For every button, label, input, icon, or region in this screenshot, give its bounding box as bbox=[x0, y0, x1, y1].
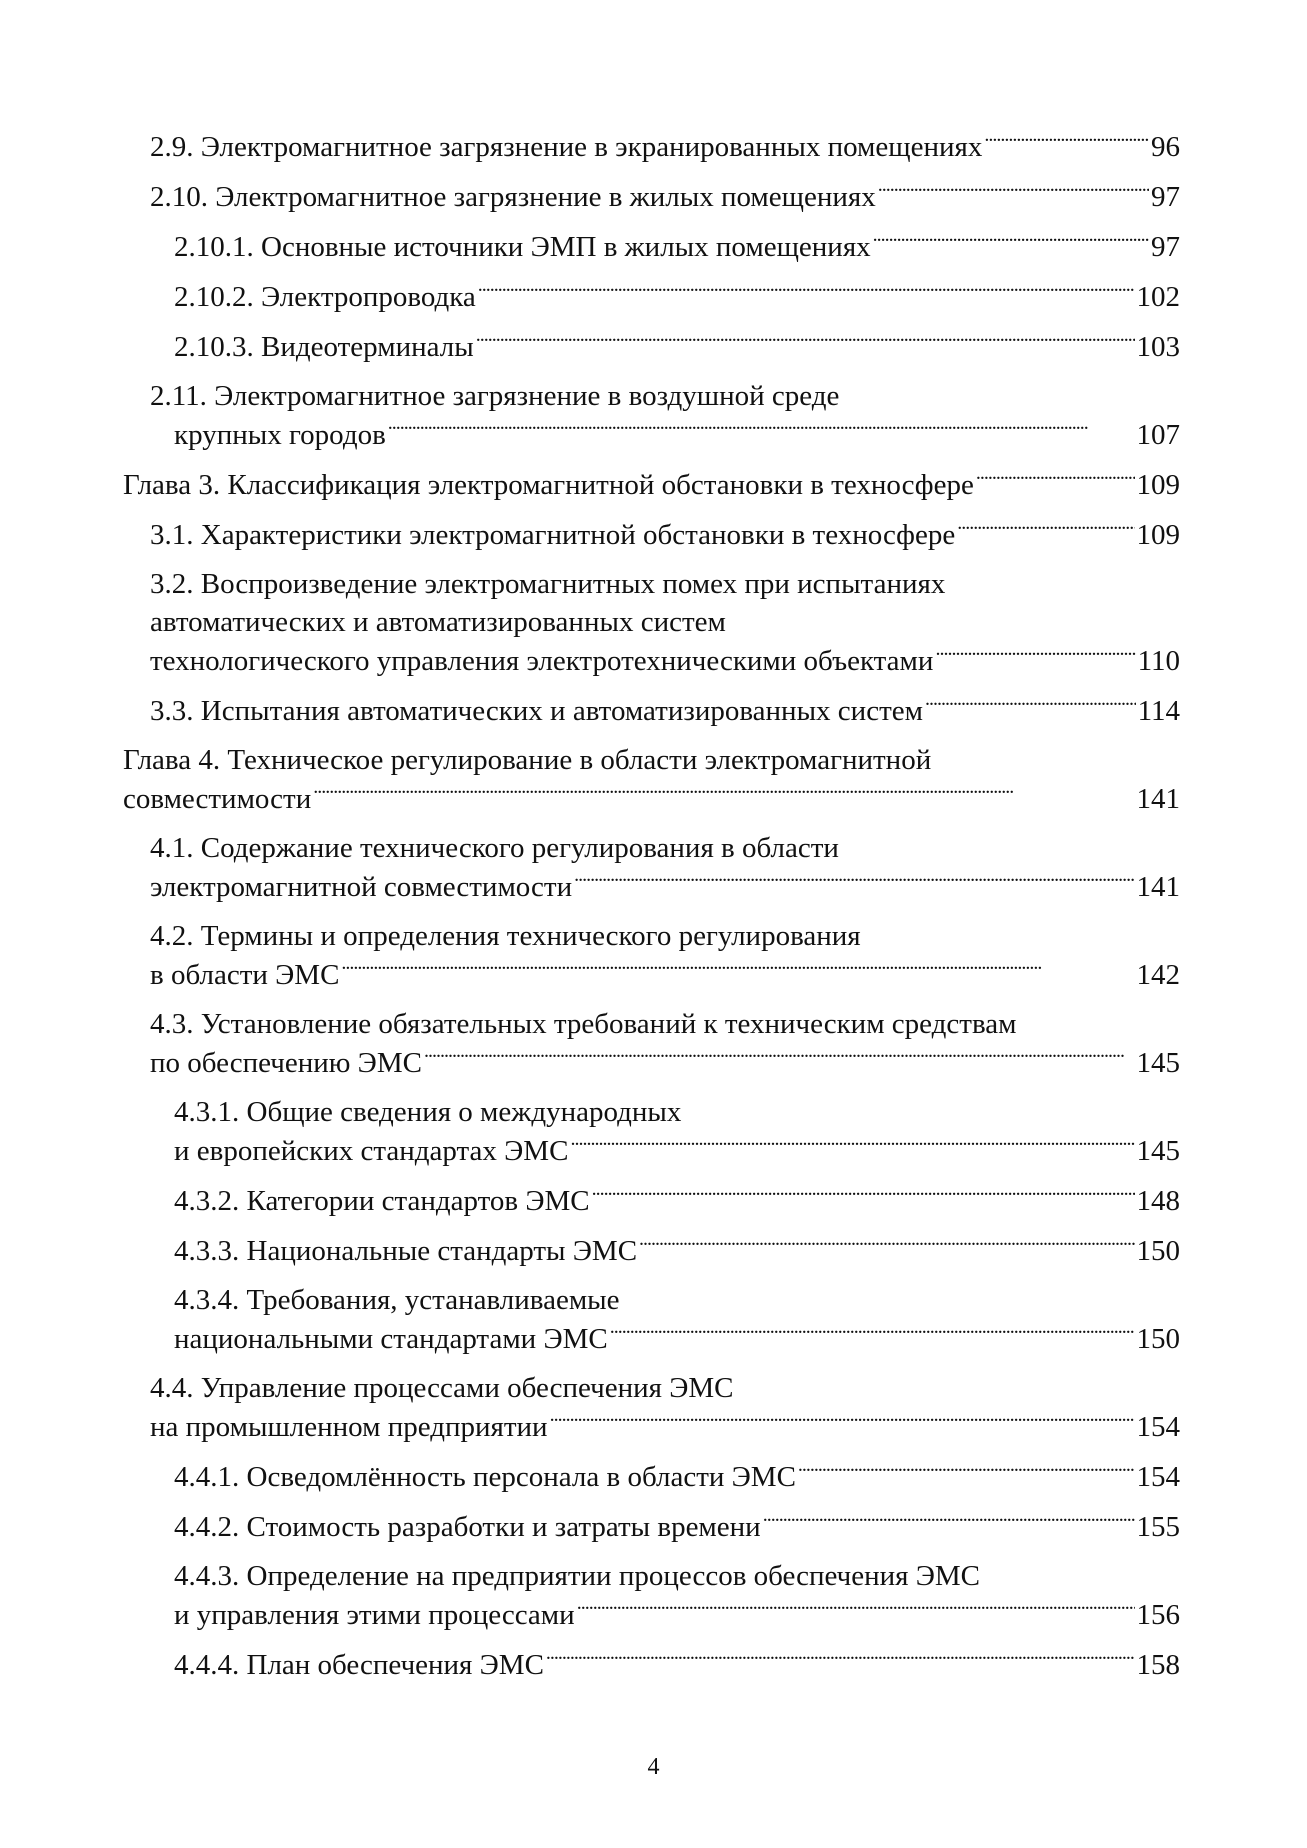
toc-page-number: 97 bbox=[1151, 181, 1180, 213]
dot-leader bbox=[592, 1181, 1135, 1210]
toc-entry-title: 4.3.2. Категории стандартов ЭМС bbox=[174, 1185, 590, 1217]
toc-entry-title-line: 4.3.4. Требования, устанавливаемые bbox=[174, 1284, 620, 1316]
toc-entry-title-line: 2.11. Электромагнитное загрязнение в воздушной среде bbox=[150, 380, 840, 412]
dot-leader bbox=[424, 1043, 1135, 1072]
toc-entry-4-3-4[interactable] bbox=[174, 1281, 1180, 1358]
toc-page-number: 158 bbox=[1136, 1649, 1180, 1681]
dot-leader bbox=[341, 955, 1134, 984]
toc-entry-4-3-1[interactable] bbox=[174, 1093, 1180, 1170]
dot-leader bbox=[388, 415, 1135, 444]
toc-page-number: 150 bbox=[1136, 1323, 1180, 1355]
dot-leader bbox=[798, 1457, 1135, 1486]
dot-leader bbox=[957, 515, 1134, 544]
toc-entry-title: в области ЭМС bbox=[150, 959, 340, 991]
dot-leader bbox=[610, 1319, 1135, 1348]
toc-entry-title-line: 4.3. Установление обязательных требований к техническим средствам bbox=[150, 1008, 1017, 1040]
toc-entry-4-1[interactable] bbox=[150, 829, 1180, 906]
dot-leader bbox=[763, 1507, 1135, 1536]
toc-entry-title: на промышленном предприятии bbox=[150, 1411, 548, 1443]
dot-leader bbox=[878, 177, 1149, 206]
toc-entry-4-4-2[interactable] bbox=[174, 1507, 1180, 1546]
dot-leader bbox=[639, 1231, 1134, 1260]
toc-page-number: 145 bbox=[1136, 1047, 1180, 1079]
dot-leader bbox=[873, 227, 1149, 256]
toc-page-number: 148 bbox=[1136, 1185, 1180, 1217]
toc-entry-title-line: 3.2. Воспроизведение электромагнитных помех при испытаниях bbox=[150, 568, 946, 600]
toc-entry-title: 2.10.3. Видеотерминалы bbox=[174, 331, 474, 363]
toc-entry-title-line: автоматических и автоматизированных систем bbox=[150, 606, 726, 638]
toc-entry-title: 4.3.3. Национальные стандарты ЭМС bbox=[174, 1235, 638, 1267]
toc-page-number: 110 bbox=[1137, 645, 1180, 677]
toc-entry-title: 4.4.4. План обеспечения ЭМС bbox=[174, 1649, 544, 1681]
toc-entry-title: 4.4.2. Стоимость разработки и затраты времени bbox=[174, 1511, 761, 1543]
table-of-contents bbox=[0, 127, 1307, 1695]
toc-entry-2-10[interactable] bbox=[150, 177, 1180, 216]
dot-leader bbox=[935, 641, 1135, 670]
toc-entry-title: 4.4.1. Осведомлённость персонала в области ЭМС bbox=[174, 1461, 796, 1493]
toc-entry-title-line: 4.1. Содержание технического регулирования в области bbox=[150, 832, 839, 864]
page-number: 4 bbox=[647, 1754, 660, 1780]
toc-page-number: 96 bbox=[1151, 131, 1180, 163]
toc-entry-4-3[interactable] bbox=[150, 1005, 1180, 1082]
toc-entry-title: 2.10. Электромагнитное загрязнение в жилых помещениях bbox=[150, 181, 876, 213]
toc-entry-title: и европейских стандартах ЭМС bbox=[174, 1135, 569, 1167]
toc-page-number: 155 bbox=[1136, 1511, 1180, 1543]
dot-leader bbox=[577, 1595, 1135, 1624]
toc-entry-title: и управления этими процессами bbox=[174, 1599, 575, 1631]
dot-leader bbox=[550, 1407, 1135, 1436]
dot-leader bbox=[574, 867, 1134, 896]
toc-entry-4-3-3[interactable] bbox=[174, 1231, 1180, 1270]
dot-leader bbox=[546, 1645, 1135, 1674]
toc-entry-title: 2.10.1. Основные источники ЭМП в жилых помещениях bbox=[174, 231, 871, 263]
toc-entry-title: по обеспечению ЭМС bbox=[150, 1047, 422, 1079]
toc-entry-title-line: 4.4.3. Определение на предприятии процессов обеспечения ЭМС bbox=[174, 1560, 981, 1592]
toc-page-number: 141 bbox=[1136, 783, 1180, 815]
toc-entry-title: совместимости bbox=[123, 783, 312, 815]
toc-entry-3-1[interactable] bbox=[150, 515, 1180, 554]
toc-page-number: 97 bbox=[1151, 231, 1180, 263]
toc-entry-2-9[interactable] bbox=[150, 127, 1180, 166]
toc-page-number: 150 bbox=[1136, 1235, 1180, 1267]
toc-page-number: 145 bbox=[1136, 1135, 1180, 1167]
toc-entry-4-4[interactable] bbox=[150, 1369, 1180, 1446]
toc-entry-title: 2.9. Электромагнитное загрязнение в экранированных помещениях bbox=[150, 131, 983, 163]
toc-page-number: 103 bbox=[1136, 331, 1180, 363]
toc-page-number: 109 bbox=[1136, 469, 1180, 501]
toc-entry-title: крупных городов bbox=[174, 419, 386, 451]
toc-entry-chapter-4[interactable] bbox=[123, 741, 1180, 818]
toc-page-number: 107 bbox=[1136, 419, 1180, 451]
toc-entry-title-line: 4.2. Термины и определения технического регулирования bbox=[150, 920, 861, 952]
toc-entry-2-10-1[interactable] bbox=[174, 227, 1180, 266]
toc-entry-3-2[interactable] bbox=[150, 565, 1180, 680]
toc-page-number: 154 bbox=[1136, 1461, 1180, 1493]
dot-leader bbox=[570, 1131, 1134, 1160]
toc-page-number: 156 bbox=[1136, 1599, 1180, 1631]
toc-entry-title: 3.3. Испытания автоматических и автоматизированных систем bbox=[150, 695, 923, 727]
toc-entry-title: национальными стандартами ЭМС bbox=[174, 1323, 608, 1355]
toc-entry-title: 2.10.2. Электропроводка bbox=[174, 281, 476, 313]
toc-entry-2-10-3[interactable] bbox=[174, 327, 1180, 366]
toc-page-number: 102 bbox=[1136, 281, 1180, 313]
dot-leader bbox=[313, 779, 1134, 808]
dot-leader bbox=[984, 127, 1149, 156]
toc-entry-title: Глава 3. Классификация электромагнитной обстановки в техносфере bbox=[123, 469, 974, 501]
toc-page-number: 141 bbox=[1136, 871, 1180, 903]
toc-page-number: 109 bbox=[1136, 519, 1180, 551]
toc-page-number: 154 bbox=[1136, 1411, 1180, 1443]
toc-entry-4-2[interactable] bbox=[150, 917, 1180, 994]
dot-leader bbox=[976, 465, 1135, 494]
toc-entry-title: 3.1. Характеристики электромагнитной обстановки в техносфере bbox=[150, 519, 956, 551]
toc-entry-4-4-1[interactable] bbox=[174, 1457, 1180, 1496]
toc-entry-4-4-4[interactable] bbox=[174, 1645, 1180, 1684]
toc-entry-4-4-3[interactable] bbox=[174, 1557, 1180, 1634]
toc-page-number: 142 bbox=[1136, 959, 1180, 991]
toc-page-number: 114 bbox=[1137, 695, 1180, 727]
toc-entry-chapter-3[interactable] bbox=[123, 465, 1180, 504]
toc-entry-3-3[interactable] bbox=[150, 691, 1180, 730]
toc-entry-title: электромагнитной совместимости bbox=[150, 871, 573, 903]
toc-entry-title-line: 4.3.1. Общие сведения о международных bbox=[174, 1096, 682, 1128]
dot-leader bbox=[478, 277, 1135, 306]
toc-entry-title-line: 4.4. Управление процессами обеспечения ЭМС bbox=[150, 1372, 734, 1404]
toc-entry-2-11[interactable] bbox=[150, 377, 1180, 454]
toc-entry-2-10-2[interactable] bbox=[174, 277, 1180, 316]
dot-leader bbox=[476, 327, 1135, 356]
toc-entry-title-line: Глава 4. Техническое регулирование в области электромагнитной bbox=[123, 744, 932, 776]
dot-leader bbox=[925, 691, 1136, 720]
toc-entry-4-3-2[interactable] bbox=[174, 1181, 1180, 1220]
toc-entry-title: технологического управления электротехническими объектами bbox=[150, 645, 934, 677]
